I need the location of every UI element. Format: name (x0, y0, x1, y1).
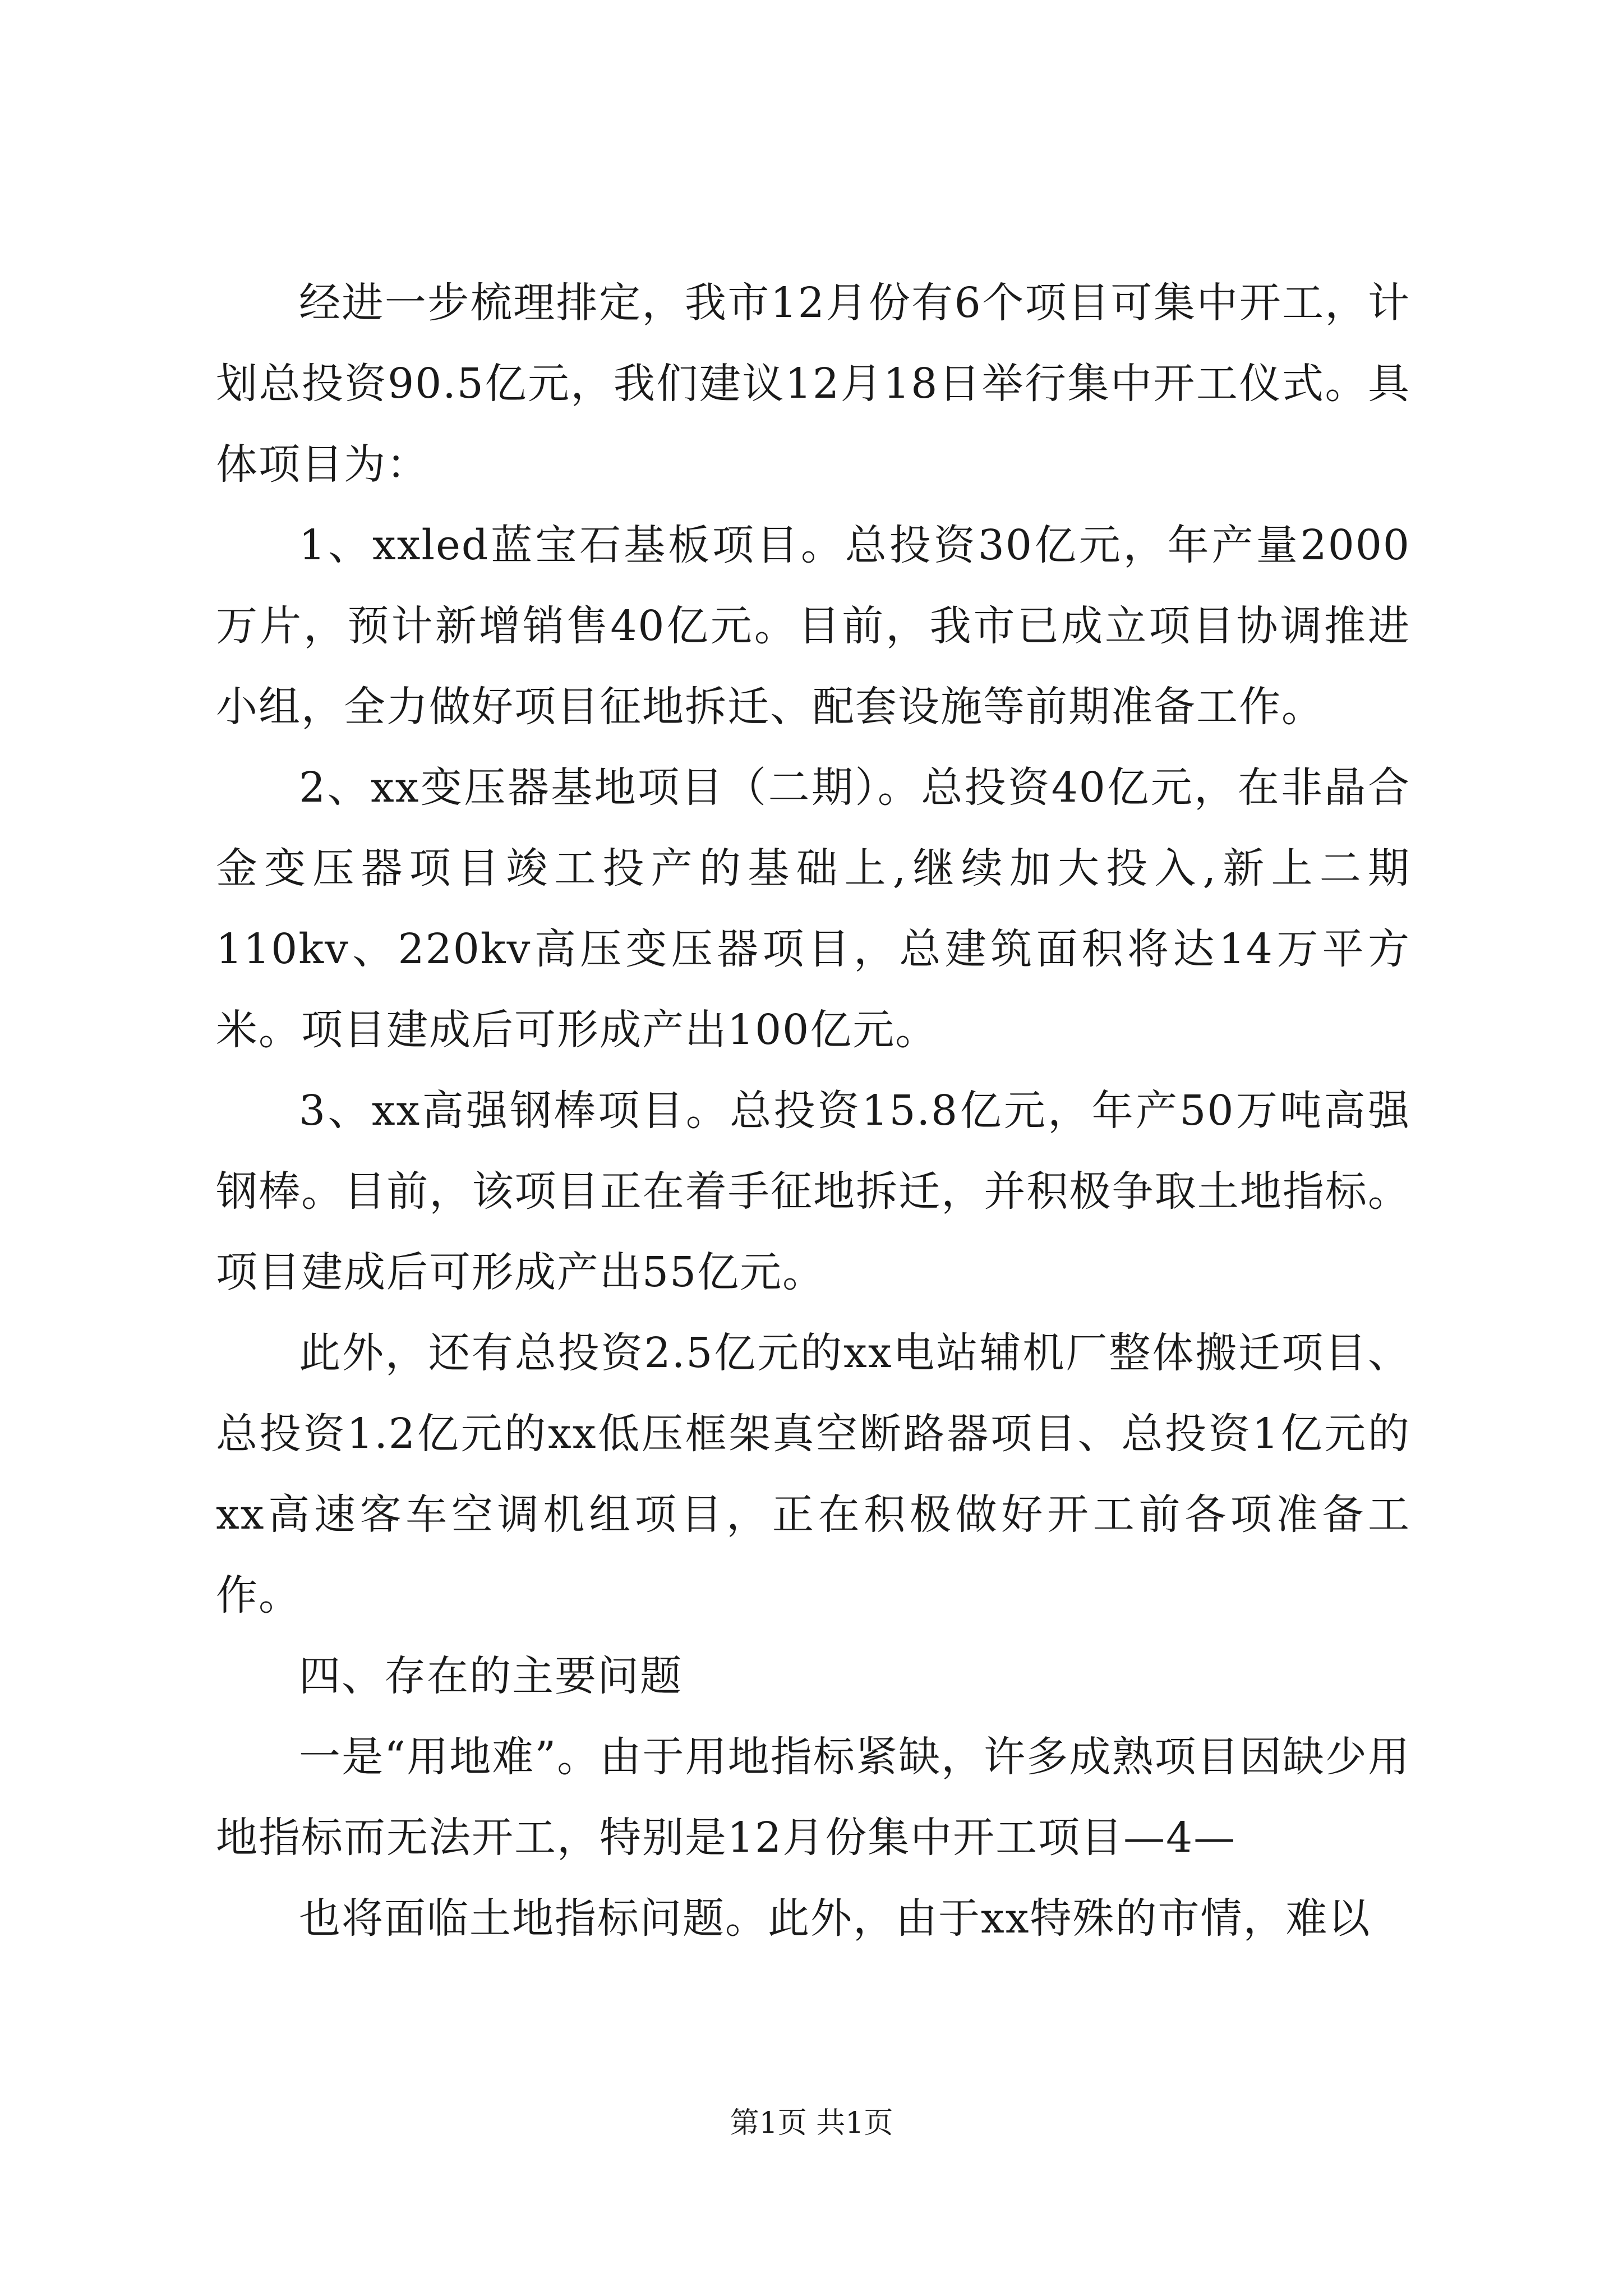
paragraph-project-overview: 经进一步梳理排定，我市12月份有6个项目可集中开工，计划总投资90.5亿元，我们建议12月18日举行集中开工仪式。具体项目为： (216, 279, 1410, 489)
paragraph-project-2: 2、xx变压器基地项目（二期）。总投资40亿元，在非晶合金变压器项目竣工投产的基础上,继续加大投入,新上二期110kv、220kv高压变压器项目，总建筑面积将达14万平方米。项目建成后可形成产出100亿元。 (216, 763, 1410, 1054)
paragraph-project-3: 3、xx高强钢棒项目。总投资15.8亿元，年产50万吨高强钢棒。目前，该项目正在着手征地拆迁，并积极争取土地指标。项目建成后可形成产出55亿元。 (216, 1087, 1410, 1296)
page-footer: 第1页 共1页 (730, 2106, 893, 2140)
document-body (216, 263, 1410, 1959)
paragraph-land-problem-continued: 也将面临土地指标问题。此外，由于xx特殊的市情，难以 (299, 1894, 1371, 1943)
paragraph-other-projects: 此外，还有总投资2.5亿元的xx电站辅机厂整体搬迁项目、总投资1.2亿元的xx低压框架真空断路器项目、总投资1亿元的xx高速客车空调机组项目，正在积极做好开工前各项准备工作。 (216, 1329, 1410, 1619)
paragraph-project-1: 1、xxled蓝宝石基板项目。总投资30亿元，年产量2000万片，预计新增销售40亿元。目前，我市已成立项目协调推进小组，全力做好项目征地拆迁、配套设施等前期准备工作。 (216, 521, 1410, 731)
paragraph-land-problem: 一是“用地难”。由于用地指标紧缺，许多成熟项目因缺少用地指标而无法开工，特别是12月份集中开工项目—4— (216, 1733, 1410, 1862)
section-heading-problems: 四、存在的主要问题 (299, 1652, 683, 1700)
